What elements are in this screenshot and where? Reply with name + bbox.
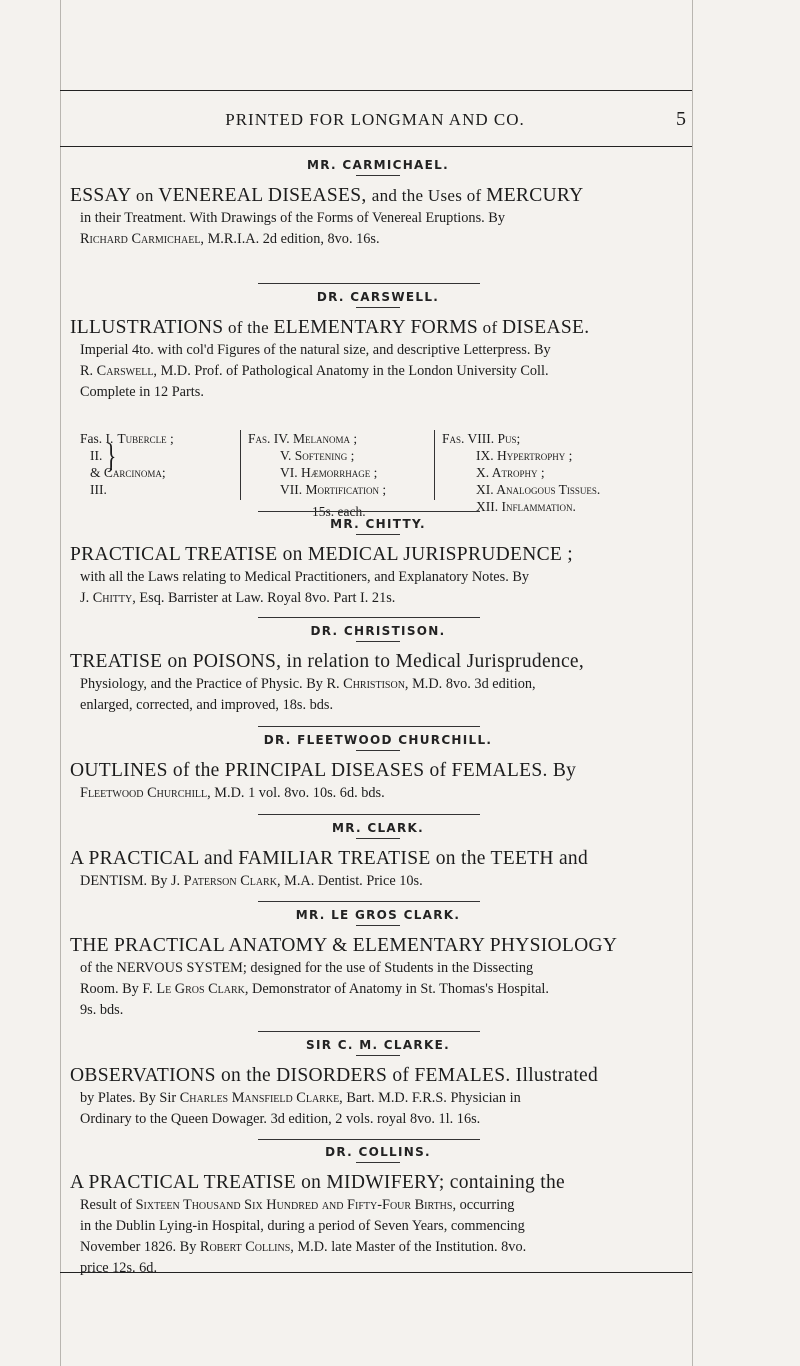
entry-chitty bbox=[70, 517, 686, 609]
running-header: PRINTED FOR LONGMAN AND CO. bbox=[225, 110, 525, 129]
book-title: ILLUSTRATIONS of the ELEMENTARY FORMS of DISEASE. bbox=[70, 317, 590, 338]
entry-separator bbox=[258, 1031, 480, 1032]
entry-separator bbox=[258, 617, 480, 618]
author-heading: MR. CARMICHAEL. bbox=[307, 158, 449, 172]
book-title: A PRACTICAL TREATISE on MIDWIFERY; containing the bbox=[70, 1172, 565, 1193]
fascicle-column-3: Fas. VIII. Pus; IX. Hypertrophy ; X. Atrophy ; XI. Analogous Tissues. XII. Inflammation. bbox=[442, 431, 601, 514]
book-title: THE PRACTICAL ANATOMY & ELEMENTARY PHYSIOLOGY bbox=[70, 935, 618, 956]
book-description: by Plates. By Sir Charles Mansfield Clarke, Bart. M.D. F.R.S. Physician in Ordinary to the Queen Dowager. 3d edition, 2 vols. royal 8vo. 1l. 16s. bbox=[80, 1090, 521, 1127]
entry-separator bbox=[258, 814, 480, 815]
author-heading: MR. LE GROS CLARK. bbox=[295, 908, 461, 922]
short-rule bbox=[356, 641, 400, 642]
author-heading: MR. CHITTY. bbox=[330, 517, 426, 531]
book-description: Imperial 4to. with col'd Figures of the natural size, and descriptive Letterpress. By R. Carswell, M.D. Prof. of Pathological Anatomy in the London University Coll. Complete in 12 Parts. bbox=[80, 342, 551, 400]
page-number: 5 bbox=[676, 108, 686, 130]
book-title: ESSAY on VENEREAL DISEASES, and the Uses of MERCURY bbox=[70, 185, 584, 206]
book-description: of the NERVOUS SYSTEM; designed for the use of Students in the Dissecting Room. By F. Le Gros Clark, Demonstrator of Anatomy in St. Thomas's Hospital. 9s. bds. bbox=[80, 960, 549, 1018]
entry-carmichael bbox=[70, 158, 686, 250]
fascicle-column-1: Fas. I. Tubercle ; II. } & Carcinoma; III. bbox=[80, 431, 174, 497]
book-description: with all the Laws relating to Medical Practitioners, and Explanatory Notes. By J. Chitty, Esq. Barrister at Law. Royal 8vo. Part I. 21s. bbox=[80, 569, 530, 606]
short-rule bbox=[356, 750, 400, 751]
author-heading: DR. COLLINS. bbox=[325, 1145, 431, 1159]
author-heading: MR. CLARK. bbox=[332, 821, 424, 835]
book-description: Result of Sixteen Thousand Six Hundred and Fifty-Four Births, occurring in the Dublin Lying-in Hospital, during a period of Seven Years, commencing November 1826. By Robert Collins, M.D. late Master of the Institution. 8vo. price 12s. 6d. bbox=[80, 1197, 527, 1276]
short-rule bbox=[356, 925, 400, 926]
entry-churchill bbox=[70, 733, 686, 804]
author-heading: DR. CARSWELL. bbox=[316, 290, 440, 304]
book-title: TREATISE on POISONS, in relation to Medical Jurisprudence, bbox=[70, 651, 585, 672]
entry-separator bbox=[258, 726, 480, 727]
entry-separator bbox=[258, 511, 480, 512]
entry-collins bbox=[70, 1145, 686, 1279]
column-divider bbox=[240, 430, 241, 500]
entry-le-gros-clark bbox=[70, 908, 686, 1021]
short-rule bbox=[356, 534, 400, 535]
book-description: Fleetwood Churchill, M.D. 1 vol. 8vo. 10s. 6d. bds. bbox=[80, 785, 385, 801]
short-rule bbox=[356, 838, 400, 839]
short-rule bbox=[356, 1055, 400, 1056]
book-description: Physiology, and the Practice of Physic. By R. Christison, M.D. 8vo. 3d edition, enlarged, corrected, and improved, 18s. bds. bbox=[80, 676, 536, 713]
book-title: OUTLINES of the PRINCIPAL DISEASES of FEMALES. By bbox=[70, 760, 577, 781]
entry-separator bbox=[258, 1139, 480, 1140]
author-heading: DR. CHRISTISON. bbox=[310, 624, 446, 638]
short-rule bbox=[356, 1162, 400, 1163]
entry-separator bbox=[258, 283, 480, 284]
book-description: DENTISM. By J. Paterson Clark, M.A. Dentist. Price 10s. bbox=[80, 873, 423, 889]
page-left-edge bbox=[60, 0, 61, 1366]
entry-separator bbox=[258, 901, 480, 902]
book-title: PRACTICAL TREATISE on MEDICAL JURISPRUDENCE ; bbox=[70, 544, 574, 565]
short-rule bbox=[356, 307, 400, 308]
entry-christison bbox=[70, 624, 686, 716]
top-border-rule bbox=[60, 90, 692, 91]
book-description: in their Treatment. With Drawings of the Forms of Venereal Eruptions. By Richard Carmichael, M.R.I.A. 2d edition, 8vo. 16s. bbox=[80, 210, 505, 247]
header-rule bbox=[60, 146, 692, 147]
entry-clark bbox=[70, 821, 686, 892]
book-title: OBSERVATIONS on the DISORDERS of FEMALES. Illustrated bbox=[70, 1065, 599, 1086]
author-heading: SIR C. M. CLARKE. bbox=[306, 1038, 450, 1052]
column-divider bbox=[434, 430, 435, 500]
fascicle-column-2: Fas. IV. Melanoma ; V. Softening ; VI. Hæmorrhage ; VII. Mortification ; 15s. each. bbox=[248, 431, 387, 519]
book-title: A PRACTICAL and FAMILIAR TREATISE on the TEETH and bbox=[70, 848, 589, 869]
page-right-edge bbox=[692, 0, 693, 1366]
entry-clarke bbox=[70, 1038, 686, 1130]
brace-icon: } bbox=[105, 435, 117, 476]
author-heading: DR. FLEETWOOD CHURCHILL. bbox=[263, 733, 493, 747]
entry-carswell bbox=[70, 290, 686, 403]
short-rule bbox=[356, 175, 400, 176]
